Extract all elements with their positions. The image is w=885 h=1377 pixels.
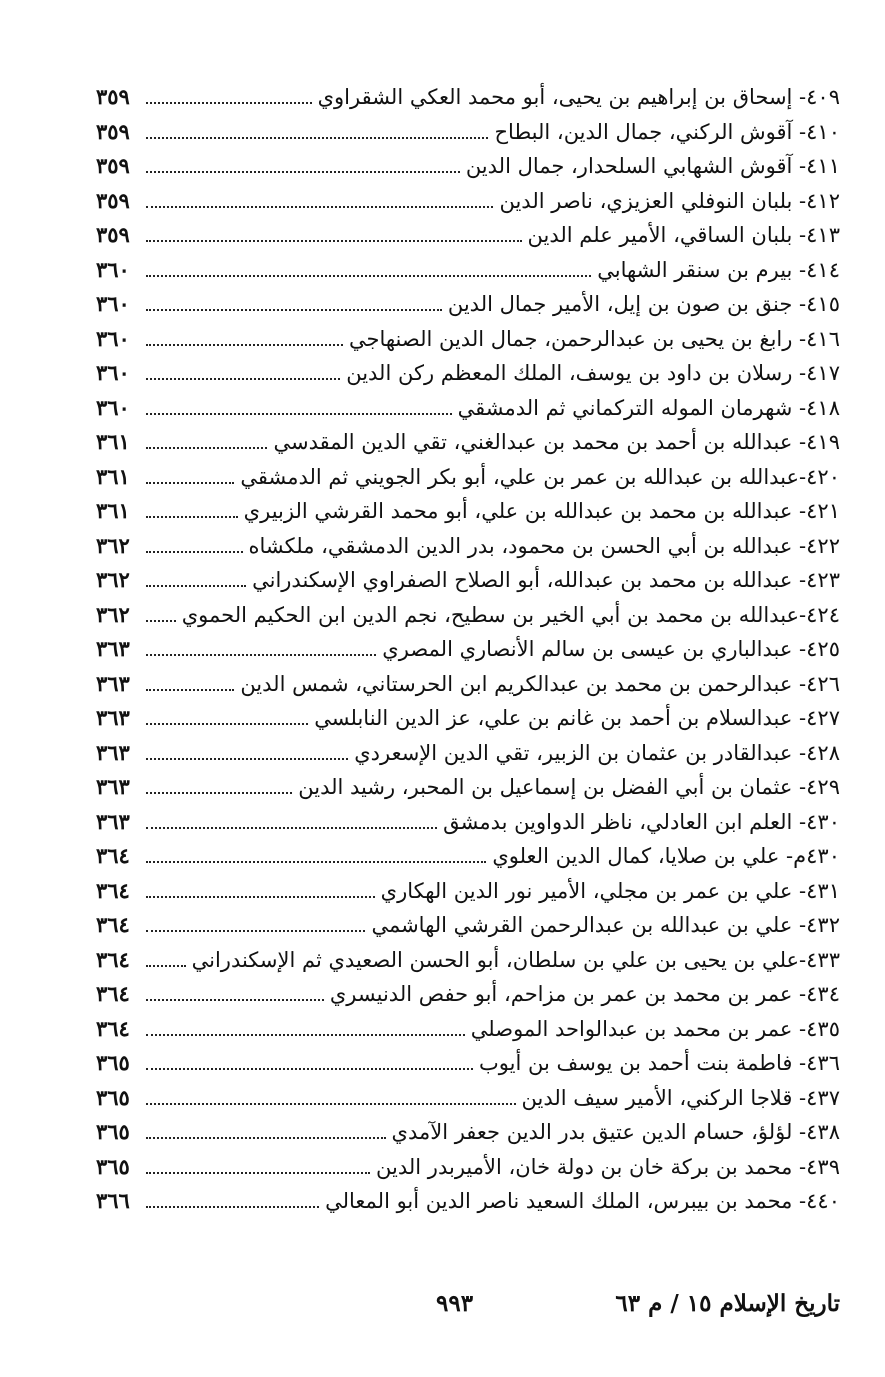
entry-page-number: ٣٦٣ bbox=[96, 774, 130, 799]
entry-title: ٤١٥- جنق بن صون بن إيل، الأمير جمال الدين bbox=[447, 292, 840, 316]
dot-leader bbox=[146, 965, 186, 967]
entry-title: ٤١٧- رسلان بن داود بن يوسف، الملك المعظم ركن الدين bbox=[346, 361, 840, 385]
entry-title: ٤٢٧- عبدالسلام بن أحمد بن غانم بن علي، عز الدين النابلسي bbox=[314, 706, 840, 730]
entry-page-number: ٣٦٤ bbox=[96, 1015, 130, 1041]
dot-leader bbox=[146, 413, 452, 415]
entry-page-number: ٣٦٥ bbox=[96, 1153, 130, 1179]
entry-page-number: ٣٦٦ bbox=[96, 1188, 130, 1213]
entry-title: ٤٣٣-علي بن يحيى بن علي بن سلطان، أبو الحسن الصعيدي ثم الإسكندراني bbox=[191, 947, 840, 972]
dot-leader bbox=[146, 827, 437, 829]
dot-leader bbox=[146, 102, 312, 104]
entry-title: ٤١٨- شهرمان الموله التركماني ثم الدمشقي bbox=[457, 395, 840, 420]
entry-page-number: ٣٦٤ bbox=[96, 912, 130, 937]
entry-page-number: ٣٦٠ bbox=[96, 394, 130, 420]
entry-title: ٤٣٦- فاطمة بنت أحمد بن يوسف بن أيوب bbox=[479, 1051, 840, 1075]
index-entry bbox=[96, 740, 840, 775]
dot-leader bbox=[146, 1103, 516, 1105]
entry-title: ٤٣٢- علي بن عبدالله بن عبدالرحمن القرشي الهاشمي bbox=[371, 913, 840, 937]
entry-title: ٤٣٤- عمر بن محمد بن عمر بن مزاحم، أبو حفص الدنيسري bbox=[329, 982, 840, 1006]
dot-leader bbox=[146, 999, 324, 1001]
entry-page-number: ٣٦١ bbox=[96, 463, 130, 489]
dot-leader bbox=[146, 620, 176, 622]
entry-title: ٤٣٧- قلاجا الركني، الأمير سيف الدين bbox=[521, 1085, 840, 1110]
dot-leader bbox=[146, 240, 522, 242]
entry-title: ٤٢١- عبدالله بن محمد بن عبدالله بن علي، أبو محمد القرشي الزبيري bbox=[243, 499, 840, 523]
index-entry bbox=[96, 705, 840, 740]
entry-page-number: ٣٦٠ bbox=[96, 291, 130, 316]
entry-page-number: ٣٦٥ bbox=[96, 1084, 130, 1110]
index-entry bbox=[96, 567, 840, 602]
entry-title: ٤٣٠- العلم ابن العادلي، ناظر الدواوين بدمشق bbox=[443, 809, 840, 834]
footer-book-title: تاريخ الإسلام ١٥ / م ٦٣ bbox=[615, 1290, 840, 1317]
index-entry bbox=[96, 1085, 840, 1120]
entry-title: ٤٠٩- إسحاق بن إبراهيم بن يحيى، أبو محمد العكي الشقراوي bbox=[317, 85, 840, 109]
entry-page-number: ٣٦٣ bbox=[96, 670, 130, 696]
index-entry bbox=[96, 291, 840, 326]
dot-leader bbox=[146, 378, 340, 380]
index-entry bbox=[96, 602, 840, 637]
entry-page-number: ٣٦٤ bbox=[96, 946, 130, 972]
index-entry bbox=[96, 1050, 840, 1085]
index-entry bbox=[96, 360, 840, 395]
index-entry bbox=[96, 533, 840, 568]
entry-title: ٤١٣- بلبان الساقي، الأمير علم الدين bbox=[527, 223, 840, 247]
dot-leader bbox=[146, 1137, 386, 1139]
entry-title: ٤١٩- عبدالله بن أحمد بن محمد بن عبدالغني، تقي الدين المقدسي bbox=[273, 430, 840, 454]
dot-leader bbox=[146, 689, 234, 691]
index-entry bbox=[96, 119, 840, 154]
index-entry bbox=[96, 671, 840, 706]
dot-leader bbox=[146, 1068, 473, 1070]
dot-leader bbox=[146, 792, 292, 794]
dot-leader bbox=[146, 861, 486, 863]
index-entry bbox=[96, 636, 840, 671]
entry-title: ٤٢٢- عبدالله بن أبي الحسن بن محمود، بدر الدين الدمشقي، ملكشاه bbox=[248, 533, 840, 558]
index-entry bbox=[96, 843, 840, 878]
index-entry bbox=[96, 809, 840, 844]
dot-leader bbox=[146, 1034, 465, 1036]
index-entry bbox=[96, 464, 840, 499]
entry-page-number: ٣٦٤ bbox=[96, 981, 130, 1006]
entry-title: ٤١١- آقوش الشهابي السلحدار، جمال الدين bbox=[465, 154, 840, 178]
dot-leader bbox=[146, 1206, 319, 1208]
index-entry bbox=[96, 1119, 840, 1154]
entry-page-number: ٣٦٣ bbox=[96, 705, 130, 730]
dot-leader bbox=[146, 723, 308, 725]
entry-page-number: ٣٥٩ bbox=[96, 187, 130, 213]
index-entries-list bbox=[96, 84, 840, 1223]
dot-leader bbox=[146, 896, 375, 898]
entry-page-number: ٣٦٠ bbox=[96, 256, 130, 282]
entry-page-number: ٣٦٣ bbox=[96, 636, 130, 661]
entry-title: ٤٣٩- محمد بن بركة خان بن دولة خان، الأميربدر الدين bbox=[376, 1154, 840, 1179]
entry-page-number: ٣٦١ bbox=[96, 498, 130, 523]
index-entry bbox=[96, 912, 840, 947]
entry-page-number: ٣٦٢ bbox=[96, 532, 130, 558]
entry-page-number: ٣٦٣ bbox=[96, 739, 130, 765]
entry-page-number: ٣٦٢ bbox=[96, 601, 130, 627]
index-entry bbox=[96, 878, 840, 913]
entry-title: ٤٢٥- عبدالباري بن عيسى بن سالم الأنصاري المصري bbox=[382, 637, 840, 661]
index-entry bbox=[96, 257, 840, 292]
entry-page-number: ٣٦٥ bbox=[96, 1050, 130, 1075]
entry-page-number: ٣٥٩ bbox=[96, 118, 130, 144]
entry-title: ٤٢٠-عبدالله بن عبدالله بن عمر بن علي، أبو بكر الجويني ثم الدمشقي bbox=[240, 464, 840, 489]
index-entry bbox=[96, 84, 840, 119]
index-entry bbox=[96, 429, 840, 464]
dot-leader bbox=[146, 206, 493, 208]
entry-title: ٤٢٨- عبدالقادر بن عثمان بن الزبير، تقي الدين الإسعردي bbox=[354, 740, 840, 765]
dot-leader bbox=[146, 171, 460, 173]
entry-title: ٤١٦- رابغ بن يحيى بن عبدالرحمن، جمال الدين الصنهاجي bbox=[348, 326, 840, 351]
dot-leader bbox=[146, 930, 365, 932]
entry-page-number: ٣٥٩ bbox=[96, 222, 130, 247]
entry-page-number: ٣٦٣ bbox=[96, 808, 130, 834]
entry-title: ٤٣٨- لؤلؤ، حسام الدين عتيق بدر الدين جعفر الآمدي bbox=[391, 1120, 840, 1144]
entry-page-number: ٣٦٤ bbox=[96, 843, 130, 868]
index-entry bbox=[96, 1154, 840, 1189]
entry-title: ٤٢٦- عبدالرحمن بن محمد بن عبدالكريم ابن الحرستاني، شمس الدين bbox=[240, 671, 840, 696]
dot-leader bbox=[146, 585, 246, 587]
dot-leader bbox=[146, 516, 238, 518]
dot-leader bbox=[146, 482, 234, 484]
entry-title: ٤٢٩- عثمان بن أبي الفضل بن إسماعيل بن المحبر، رشيد الدين bbox=[298, 775, 840, 799]
entry-title: ٤٢٤-عبدالله بن محمد بن أبي الخير بن سطيح، نجم الدين ابن الحكيم الحموي bbox=[181, 602, 840, 627]
entry-page-number: ٣٥٩ bbox=[96, 84, 130, 109]
entry-title: ٤٣٥- عمر بن محمد بن عبدالواحد الموصلي bbox=[470, 1016, 840, 1041]
index-entry bbox=[96, 222, 840, 257]
index-entry bbox=[96, 774, 840, 809]
entry-title: ٤١٤- بيرم بن سنقر الشهابي bbox=[597, 257, 840, 282]
dot-leader bbox=[146, 654, 376, 656]
dot-leader bbox=[146, 758, 348, 760]
index-entry bbox=[96, 1188, 840, 1223]
entry-title: ٤٣١- علي بن عمر بن مجلي، الأمير نور الدين الهكاري bbox=[380, 878, 840, 903]
dot-leader bbox=[146, 309, 442, 311]
entry-title: ٤٤٠- محمد بن بيبرس، الملك السعيد ناصر الدين أبو المعالي bbox=[325, 1189, 840, 1213]
dot-leader bbox=[146, 1172, 370, 1174]
entry-title: ٤٣٠م- علي بن صلايا، كمال الدين العلوي bbox=[492, 844, 840, 868]
index-entry bbox=[96, 1016, 840, 1051]
entry-page-number: ٣٦٠ bbox=[96, 360, 130, 385]
dot-leader bbox=[146, 344, 343, 346]
page-footer bbox=[96, 1290, 840, 1330]
index-entry bbox=[96, 498, 840, 533]
index-entry bbox=[96, 326, 840, 361]
entry-page-number: ٣٦١ bbox=[96, 429, 130, 454]
index-entry bbox=[96, 188, 840, 223]
entry-title: ٤٢٣- عبدالله بن محمد بن عبدالله، أبو الصلاح الصفراوي الإسكندراني bbox=[252, 568, 840, 592]
dot-leader bbox=[146, 275, 591, 277]
entry-title: ٤١٢- بلبان النوفلي العزيزي، ناصر الدين bbox=[499, 188, 840, 213]
dot-leader bbox=[146, 137, 488, 139]
index-entry bbox=[96, 153, 840, 188]
entry-page-number: ٣٦٥ bbox=[96, 1119, 130, 1144]
dot-leader bbox=[146, 551, 243, 553]
entry-title: ٤١٠- آقوش الركني، جمال الدين، البطاح bbox=[494, 119, 840, 144]
entry-page-number: ٣٦٤ bbox=[96, 877, 130, 903]
index-entry bbox=[96, 947, 840, 982]
footer-page-number: ٩٩٣ bbox=[436, 1290, 474, 1317]
entry-page-number: ٣٦٠ bbox=[96, 325, 130, 351]
entry-page-number: ٣٥٩ bbox=[96, 153, 130, 178]
index-entry bbox=[96, 981, 840, 1016]
dot-leader bbox=[146, 447, 267, 449]
index-entry bbox=[96, 395, 840, 430]
entry-page-number: ٣٦٢ bbox=[96, 567, 130, 592]
